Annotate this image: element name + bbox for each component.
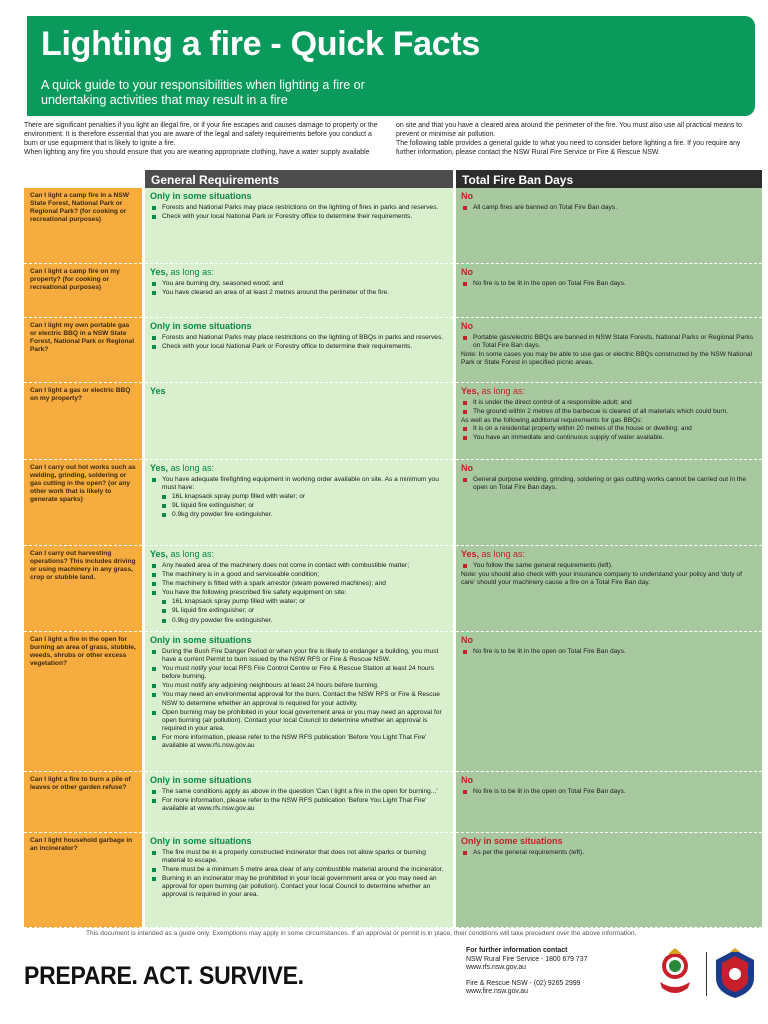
answer [461, 463, 757, 474]
list-item: There must be a minimum 5 metre area clear of any combustible material around the incinerator. [150, 866, 448, 874]
contact-info [466, 947, 587, 997]
fire-rescue-nsw-crest-icon [712, 948, 758, 1000]
list-item: Portable gas/electric BBQs are banned in NSW State Forests, National Parks or Regional Parks on Total Fire Ban days. [461, 334, 757, 350]
note-text: Note: In some cases you may be able to use gas or electric BBQs constructed by the NSW National Park or State Forest in specified picnic areas. [461, 351, 752, 367]
list-item: You have cleared an area of at least 2 metres around the perimeter of the fire. [150, 289, 448, 297]
answer [150, 386, 448, 397]
list-item: The same conditions apply as above in the question 'Can I light a fire in the open for burning...' [150, 788, 448, 796]
list-item: 16L knapsack spray pump filled with water; or [162, 598, 448, 606]
answer [150, 267, 448, 278]
requirement-list [461, 476, 757, 492]
question-cell: Can I light a camp fire in a NSW State Forest, National Park or Regional Park? (for cooking or recreational purposes) [24, 188, 142, 264]
answer [461, 549, 757, 560]
column-header-general: General Requirements [145, 170, 453, 188]
answer-text: Only in some situations [461, 836, 563, 846]
question-cell: Can I carry out harvesting operations? This includes driving or using machinery in any grass, crop or stubble land. [24, 546, 142, 632]
answer-qualifier: as long as: [168, 463, 215, 473]
requirement-list [461, 280, 757, 288]
list-item: As per the general requirements (left). [461, 849, 757, 857]
list-item: 9L liquid fire extinguisher; or [162, 607, 448, 615]
answer [150, 191, 448, 202]
list-item: For more information, please refer to the NSW RFS publication 'Before You Light That Fire' available at www.rfs.nsw.gov.au [150, 797, 448, 813]
requirement-list [150, 204, 448, 221]
answer [150, 549, 448, 560]
list-item: Open burning may be prohibited in your local government area or you may need an approval for open burning (air pollution). Contact your local Council to determine whether an approval is required in your area. [150, 709, 448, 733]
answer [150, 836, 448, 847]
requirement-list [150, 476, 448, 492]
general-cell [145, 460, 453, 546]
question-cell: Can I light household garbage in an incinerator? [24, 833, 142, 928]
contact-title: For further information contact [466, 947, 568, 954]
answer-text: No [461, 321, 473, 331]
list-item: No fire is to be lit in the open on Total Fire Ban days. [461, 280, 757, 288]
note-text: Note: you should also check with your insurance company to understand your policy and 'duty of care' should your machinery cause a fire on a Total Fire Ban day. [461, 571, 742, 587]
answer [461, 321, 757, 332]
requirement-list [150, 280, 448, 297]
total-fire-ban-cell [456, 264, 762, 318]
list-item: You are burning dry, seasoned wood; and [150, 280, 448, 288]
answer-text: No [461, 775, 473, 785]
list-item: Burning in an incinerator may be prohibited in your local government area or you may need an approval for open burning (air pollution). Contact your local Council to determine whether an approval is required in your area. [150, 875, 448, 899]
list-item: Forests and National Parks may place restrictions on the lighting of fires in parks and reserves. [150, 204, 448, 212]
requirement-list [461, 849, 757, 857]
general-cell [145, 188, 453, 264]
requirement-list [150, 334, 448, 351]
contact-frnsw-url[interactable]: www.fire.nsw.gov.au [466, 988, 528, 996]
question-cell: Can I light my own portable gas or electric BBQ in a NSW State Forest, National Park or Regional Park? [24, 318, 142, 383]
total-fire-ban-cell [456, 383, 762, 460]
list-item: You follow the same general requirements (left). [461, 562, 757, 570]
list-item: No fire is to be lit in the open on Total Fire Ban days. [461, 788, 757, 796]
general-cell [145, 772, 453, 833]
general-cell [145, 833, 453, 928]
list-item: It is on a residential property within 20 metres of the house or dwelling; and [461, 425, 757, 433]
page-title: Lighting a fire - Quick Facts [41, 25, 481, 63]
requirement-list [461, 562, 757, 570]
intro-left: There are significant penalties if you light an illegal fire, or if your fire escapes and causes damage to property or the environment. It is therefore essential that you are aware of the legal and safety requirements before you conduct a burn or use equipment that is likely to ignite a fire. When lighting any fire you should ensure that you are wearing appropriate clothing, have a water supply available [24, 122, 378, 156]
list-item: You may need an environmental approval for the burn. Contact the NSW RFS or Fire & Rescue NSW to determine whether an approval is required for your activity. [150, 691, 448, 707]
answer-text: Only in some situations [150, 321, 252, 331]
question-cell: Can I light a gas or electric BBQ on my property? [24, 383, 142, 460]
disclaimer: This document is intended as a guide only. Exemptions may apply in some circumstances. If an approval or permit is in place, their conditions will take precedent over the above information. [86, 930, 637, 937]
requirement-list [150, 562, 448, 597]
answer [150, 635, 448, 646]
answer-qualifier: as long as: [168, 267, 215, 277]
sub-list [162, 493, 448, 519]
list-item: General purpose welding, grinding, soldering or gas cutting works cannot be carried out in the open on Total Fire Ban days. [461, 476, 757, 492]
list-item: You have adequate firefighting equipment in working order available on site. As a minimum you must have: [150, 476, 448, 492]
facts-table [24, 170, 756, 927]
requirement-list [150, 648, 448, 750]
answer-text: Yes, [150, 549, 169, 559]
answer [461, 386, 757, 397]
list-item: 16L knapsack spray pump filled with water; or [162, 493, 448, 501]
requirement-list [461, 204, 757, 212]
list-item: Any heated area of the machinery does not come in contact with combustible matter; [150, 562, 448, 570]
column-header-total-fire-ban: Total Fire Ban Days [456, 170, 762, 188]
list-item: It is under the direct control of a responsible adult; and [461, 399, 757, 407]
general-cell [145, 632, 453, 772]
total-fire-ban-cell [456, 546, 762, 632]
list-item: You must notify any adjoining neighbours at least 24 hours before burning. [150, 682, 448, 690]
answer [461, 267, 757, 278]
intro-right: on site and that you have a cleared area around the perimeter of the fire. You must also use all practical means to prevent or minimise air pollution. The following table provides a general guide to what you need to consider before lighting a fire. If you require any further information, please contact the NSW Rural Fire Service or Fire & Rescue NSW. [396, 122, 742, 156]
answer-qualifier: as long as: [168, 549, 215, 559]
total-fire-ban-cell [456, 318, 762, 383]
total-fire-ban-cell [456, 632, 762, 772]
header-banner [27, 16, 755, 116]
list-item: During the Bush Fire Danger Period or when your fire is likely to endanger a building, you must have a current Permit to burn issued by the NSW RFS or Fire & Rescue NSW. [150, 648, 448, 664]
list-item: For more information, please refer to the NSW RFS publication 'Before You Light That Fire' available at www.rfs.nsw.gov.au [150, 734, 448, 750]
answer [461, 836, 757, 847]
list-item: You have an immediate and continuous supply of water available. [461, 434, 757, 442]
answer-text: No [461, 635, 473, 645]
requirement-list [461, 425, 757, 442]
answer-text: Only in some situations [150, 775, 252, 785]
total-fire-ban-cell [456, 460, 762, 546]
answer [150, 463, 448, 474]
logo-divider [706, 952, 707, 996]
answer-text: No [461, 463, 473, 473]
question-cell: Can I light a fire to burn a pile of leaves or other garden refuse? [24, 772, 142, 833]
answer-text: Yes, [461, 549, 480, 559]
answer-text: Yes, [461, 386, 480, 396]
list-item: All camp fires are banned on Total Fire Ban days. [461, 204, 757, 212]
answer [150, 775, 448, 786]
list-item: Check with your local National Park or Forestry office to determine their requirements. [150, 343, 448, 351]
contact-rfs-url[interactable]: www.rfs.nsw.gov.au [466, 964, 526, 972]
general-cell [145, 264, 453, 318]
answer-text: Yes, [150, 267, 169, 277]
answer [461, 191, 757, 202]
answer [150, 321, 448, 332]
total-fire-ban-cell [456, 833, 762, 928]
question-cell: Can I light a fire in the open for burning an area of grass, stubble, weeds, shrubs or other excess vegetation? [24, 632, 142, 772]
list-item: Check with your local National Park or Forestry office to determine their requirements. [150, 213, 448, 221]
answer-text: Only in some situations [150, 635, 252, 645]
answer [461, 775, 757, 786]
list-item: Forests and National Parks may place restrictions on the lighting of BBQs in parks and reserves. [150, 334, 448, 342]
requirement-list [461, 788, 757, 796]
answer-qualifier: as long as: [479, 386, 526, 396]
requirement-list [461, 399, 757, 416]
list-item: You have the following prescribed fire safety equipment on site: [150, 589, 448, 597]
total-fire-ban-cell [456, 772, 762, 833]
answer-text: Yes, [150, 463, 169, 473]
list-item: The fire must be in a properly constructed incinerator that does not allow sparks or burning material to escape. [150, 849, 448, 865]
requirement-list [461, 334, 757, 350]
list-item: 0.9kg dry powder fire extinguisher. [162, 617, 448, 625]
requirement-list [150, 849, 448, 900]
page-subtitle: A quick guide to your responsibilities when lighting a fire or undertaking activities that may result in a fire [41, 78, 365, 107]
list-item: The ground within 2 metres of the barbecue is cleared of all materials which could burn. [461, 408, 757, 416]
logos [650, 948, 758, 1000]
contact-frnsw: Fire & Rescue NSW - (02) 9265 2999 [466, 979, 581, 987]
list-item: 0.9kg dry powder fire extinguisher. [162, 511, 448, 519]
general-cell [145, 383, 453, 460]
header-corner [24, 170, 142, 188]
nsw-rfs-crest-icon [650, 948, 700, 1000]
question-cell: Can I carry out hot works such as welding, grinding, soldering or gas cutting in the open? (or any other work that is likely to generate sparks) [24, 460, 142, 546]
list-item: You must notify your local RFS Fire Control Centre or Fire & Rescue Station at least 24 hours before burning. [150, 665, 448, 681]
list-item: The machinery is in a good and serviceable condition; [150, 571, 448, 579]
tagline: PREPARE. ACT. SURVIVE. [24, 962, 304, 990]
answer-text: Only in some situations [150, 191, 252, 201]
contact-rfs: NSW Rural Fire Service - 1800 679 737 [466, 955, 588, 963]
note-text: As well as the following additional requirements for gas BBQs: [461, 417, 643, 425]
answer-text: Yes [150, 386, 166, 396]
answer-text: No [461, 267, 473, 277]
answer-text: No [461, 191, 473, 201]
total-fire-ban-cell [456, 188, 762, 264]
list-item: The machinery is fitted with a spark arrestor (steam powered machines); and [150, 580, 448, 588]
list-item: No fire is to be lit in the open on Total Fire Ban days. [461, 648, 757, 656]
list-item: 9L liquid fire extinguisher; or [162, 502, 448, 510]
answer-text: Only in some situations [150, 836, 252, 846]
general-cell [145, 546, 453, 632]
answer [461, 635, 757, 646]
sub-list [162, 598, 448, 624]
answer-qualifier: as long as: [479, 549, 526, 559]
question-cell: Can I light a camp fire on my property? (for cooking or recreational purposes) [24, 264, 142, 318]
general-cell [145, 318, 453, 383]
requirement-list [461, 648, 757, 656]
requirement-list [150, 788, 448, 813]
